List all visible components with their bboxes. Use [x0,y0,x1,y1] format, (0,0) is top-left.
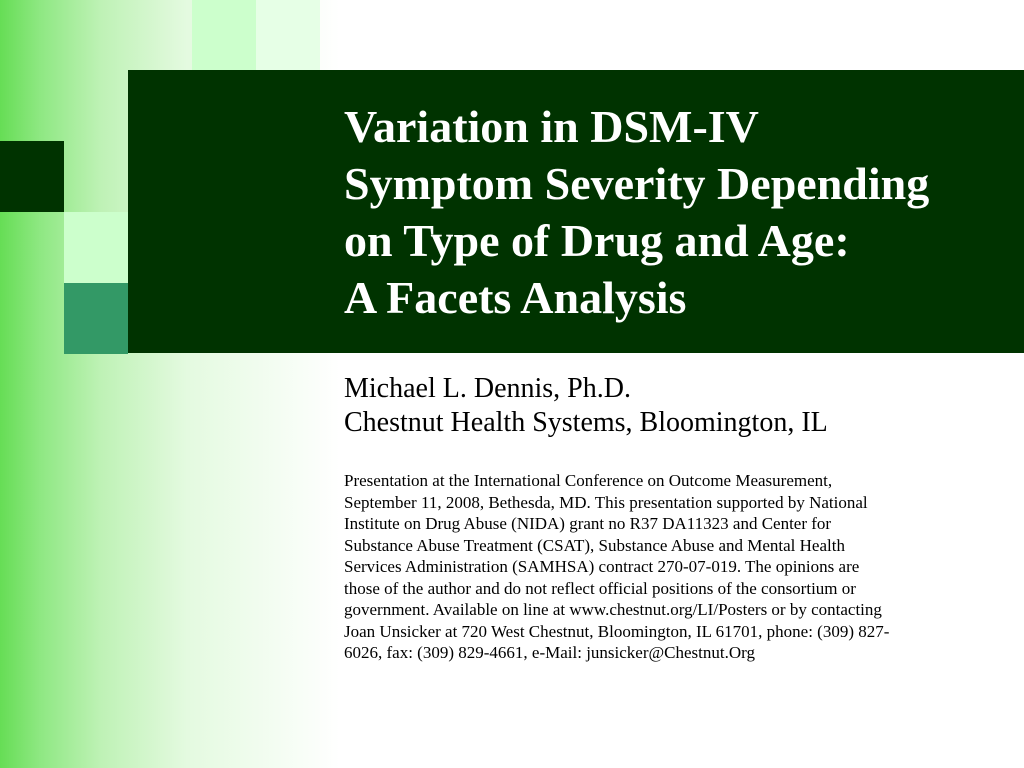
title-line: on Type of Drug and Age: [344,215,850,266]
author-block [344,372,1014,440]
decorative-block [192,0,256,71]
title-line: A Facets Analysis [344,272,687,323]
notes-line: Services Administration (SAMHSA) contract 270-07-019. The opinions are [344,557,860,576]
decorative-block [64,283,128,354]
author-name: Michael L. Dennis, Ph.D. [344,373,631,404]
notes-line: Institute on Drug Abuse (NIDA) grant no R37 DA11323 and Center for [344,514,832,533]
notes-line: Presentation at the International Conference on Outcome Measurement, [344,471,833,490]
decorative-block [256,0,320,71]
notes-line: Joan Unsicker at 720 West Chestnut, Bloomington, IL 61701, phone: (309) 827- [344,621,890,641]
notes-line: government. Available on line at www.chestnut.org/LI/Posters or by contacting [344,600,882,619]
title-line: Variation in DSM-IV [344,101,759,152]
notes-line: Substance Abuse Treatment (CSAT), Substance Abuse and Mental Health [344,535,845,555]
presentation-notes [344,470,1014,664]
decorative-block [0,141,64,212]
slide-title [344,98,1014,326]
notes-line: those of the author and do not reflect official positions of the consortium or [344,578,856,598]
notes-line: 6026, fax: (309) 829-4661, e-Mail: junsicker@Chestnut.Org [344,643,755,662]
decorative-block [64,212,128,283]
author-affiliation: Chestnut Health Systems, Bloomington, IL [344,407,828,438]
notes-line: September 11, 2008, Bethesda, MD. This presentation supported by National [344,492,868,512]
title-line: Symptom Severity Depending [344,158,930,209]
